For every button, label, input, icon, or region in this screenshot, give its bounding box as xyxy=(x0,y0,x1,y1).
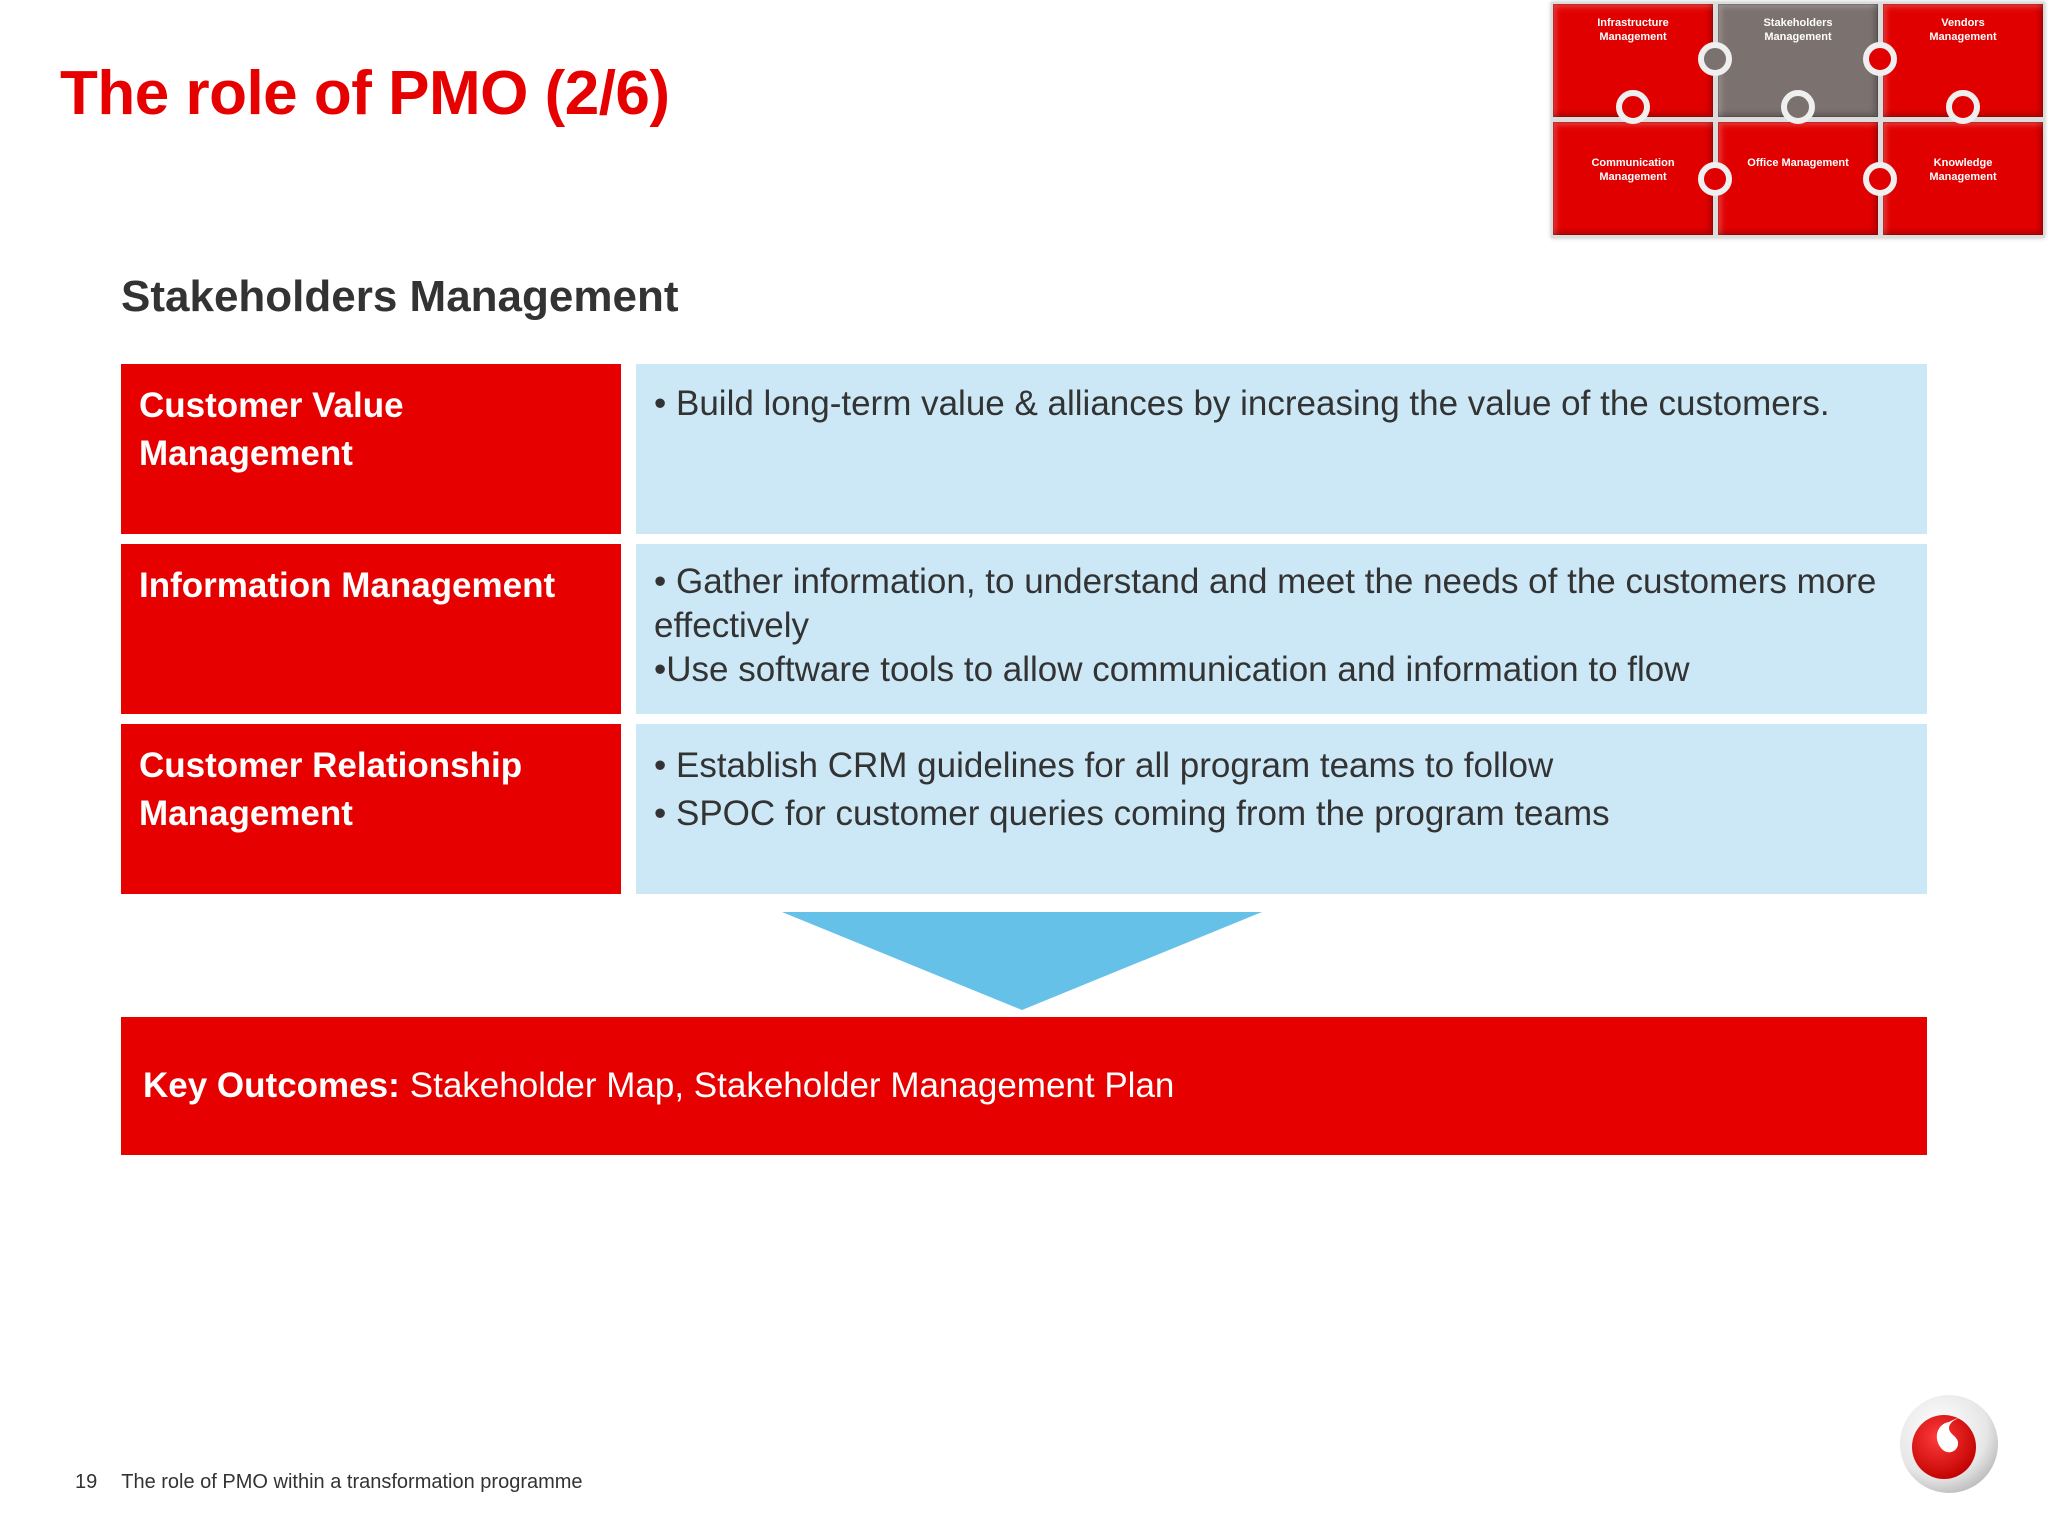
puzzle-knob xyxy=(1781,90,1815,124)
puzzle-piece-label: Stakeholders Management xyxy=(1763,17,1833,43)
puzzle-piece-communication xyxy=(1553,122,1713,235)
key-outcomes-text: Stakeholder Map, Stakeholder Management Plan xyxy=(409,1066,1175,1105)
puzzle-graphic xyxy=(1551,2,2045,238)
puzzle-knob xyxy=(1616,90,1650,124)
puzzle-knob xyxy=(1698,42,1732,76)
stakeholder-row xyxy=(121,724,1927,894)
puzzle-piece-office xyxy=(1718,122,1878,235)
slide-title: The role of PMO (2/6) xyxy=(60,59,670,128)
bullet-item: • Build long-term value & alliances by increasing the value of the customers. xyxy=(654,384,1830,423)
vodafone-logo-icon xyxy=(1897,1392,2001,1496)
row-label: Customer Relationship Management xyxy=(121,724,621,894)
footer-text: The role of PMO within a transformation programme xyxy=(121,1471,583,1493)
row-label: Customer Value Management xyxy=(121,364,621,534)
puzzle-piece-label: Communication Management xyxy=(1591,157,1675,183)
puzzle-piece-label: Knowledge Management xyxy=(1929,157,1997,183)
bullet-item: •Use software tools to allow communication and information to flow xyxy=(654,650,1690,689)
key-outcomes-banner xyxy=(121,1017,1927,1155)
bullet-item: • Gather information, to understand and meet the needs of the customers more effectively xyxy=(654,562,1877,645)
row-description xyxy=(636,364,1927,534)
puzzle-piece-label: Infrastructure Management xyxy=(1597,17,1669,43)
bullet-item: • SPOC for customer queries coming from the program teams xyxy=(654,794,1610,833)
section-heading: Stakeholders Management xyxy=(121,272,679,321)
bullet-item: • Establish CRM guidelines for all program teams to follow xyxy=(654,746,1554,785)
footer xyxy=(75,1471,583,1494)
row-description xyxy=(636,724,1927,894)
page-number: 19 xyxy=(75,1471,98,1493)
puzzle-piece-knowledge xyxy=(1883,122,2043,235)
puzzle-piece-label: Vendors Management xyxy=(1929,17,1997,43)
stakeholder-row xyxy=(121,544,1927,714)
puzzle-knob xyxy=(1863,162,1897,196)
row-label: Information Management xyxy=(121,544,621,714)
puzzle-knob xyxy=(1698,162,1732,196)
puzzle-knob xyxy=(1863,42,1897,76)
stakeholder-row xyxy=(121,364,1927,534)
key-outcomes-label: Key Outcomes: xyxy=(143,1066,400,1105)
down-arrow-icon xyxy=(782,912,1262,1010)
row-description xyxy=(636,544,1927,714)
puzzle-knob xyxy=(1946,90,1980,124)
puzzle-piece-label: Office Management xyxy=(1747,157,1849,169)
